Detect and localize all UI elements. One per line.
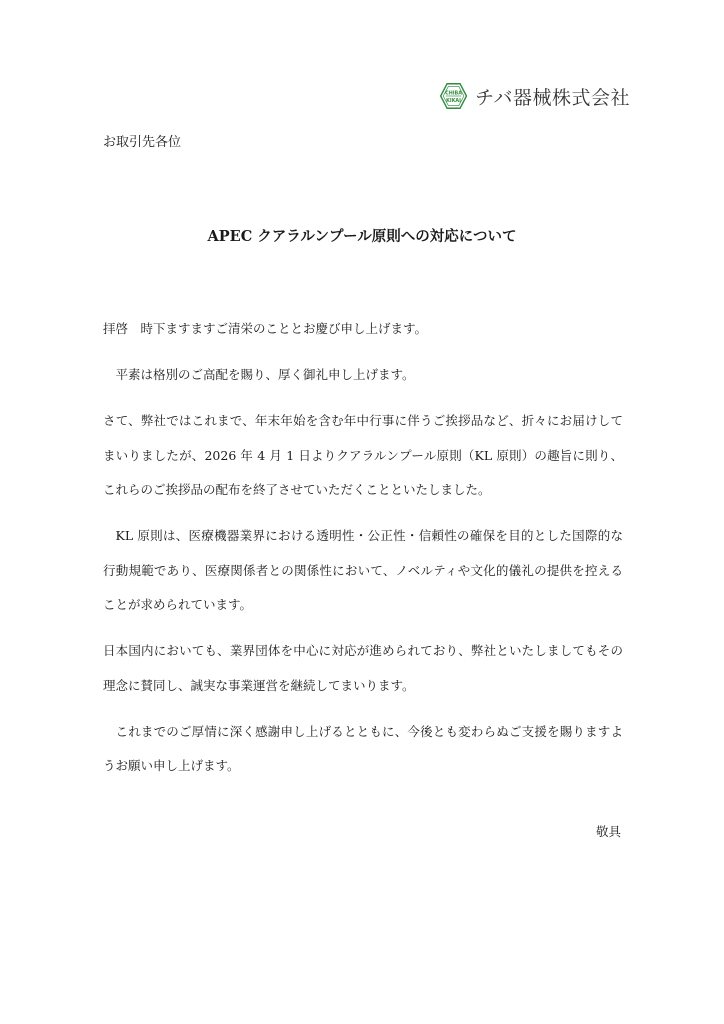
thanks-paragraph: 平素は格別のご高配を賜り、厚く御礼申し上げます。 — [115, 367, 415, 382]
closing-thanks-paragraph: これまでのご厚情に深く感謝申し上げるとともに、今後とも変わらぬご支援を賜りますようお願い申し上げます。 — [103, 723, 623, 773]
kl-principle-paragraph: KL 原則は、医療機器業界における透明性・公正性・信頼性の確保を目的とした国際的な行動規範であり、医療関係者との関係性において、ノベルティや文化的儀礼の提供を控えることが求められています。 — [103, 528, 623, 612]
document-title: APEC クアラルンプール原則への対応について — [207, 228, 517, 245]
logo-mark-bottom: KIKAI — [446, 98, 461, 104]
domestic-paragraph: 日本国内においても、業界団体を中心に対応が進められており、弊社といたしましてもその理念に賛同し、誠実な事業運営を継続してまいります。 — [103, 643, 623, 693]
logo-mark-top: CHIBA — [445, 91, 462, 97]
announcement-paragraph: さて、弊社ではこれまで、年末年始を含む年中行事に伴うご挨拶品など、折々にお届けしてまいりましたが、2026 年 4 月 1 日よりクアラルンプール原則（KL 原則）の趣旨に則り、これらのご挨拶品の配布を終了させていただくことといたしました。 — [103, 413, 623, 497]
addressee: お取引先各位 — [103, 135, 182, 150]
closing-word: 敬具 — [595, 824, 621, 839]
company-logo — [440, 76, 630, 116]
greeting-paragraph: 拝啓 時下ますますご清栄のこととお慶び申し上げます。 — [103, 321, 428, 336]
letter-body — [103, 312, 623, 795]
company-name: チバ器械株式会社 — [475, 86, 630, 109]
chiba-kikai-logo-icon — [440, 76, 467, 116]
